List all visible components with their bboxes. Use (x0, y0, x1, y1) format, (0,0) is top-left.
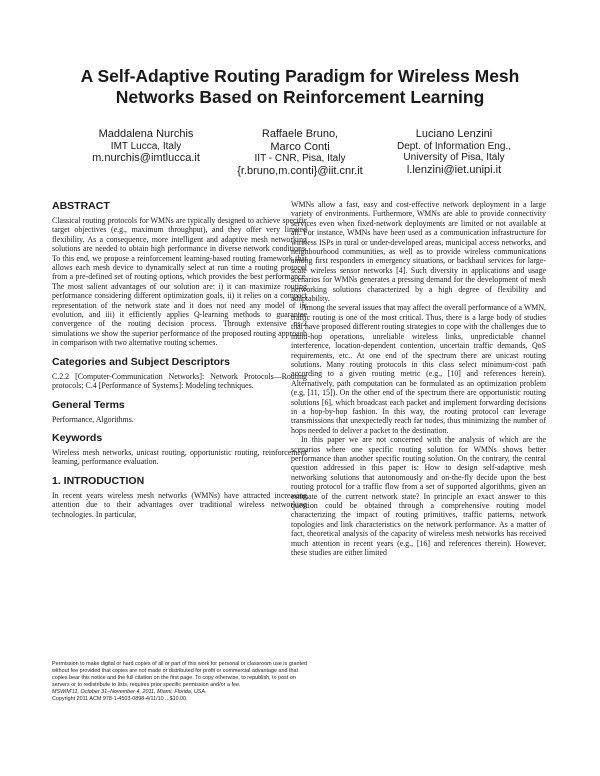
conference-info: MSWiM'11, October 31–November 4, 2011, Miami, Florida, USA. (52, 689, 207, 695)
introduction-heading: 1. INTRODUCTION (52, 474, 145, 487)
paper-title-line1: A Self-Adaptive Routing Paradigm for Wireless Mesh (80, 66, 520, 86)
abstract-heading: ABSTRACT (52, 200, 110, 212)
author-name-2: Marco Conti (270, 140, 330, 153)
body-paragraph-3: In this paper we are not concerned with the analysis of which are the scenarios where one specific routing solution for WMNs shows better performance than another specific routing solution. On the contrary, the central question addressed in this paper is: How to design self-adaptive mesh networking solutions that autonomously and on-the-fly decide upon the best routing protocol for a traffic flow from a set of supported algorithms, given an estimate of the current network state? In principle an exact answer to this question could be obtained through a comprehensive routing model characterizing the impact of routing primitives, traffic patterns, network topologies and link characteristics on the network performance. As a matter of fact, theoretical analysis of the capacity of wireless mesh networks has received much attention in recent years (e.g., [16] and references therein). However, these studies are either limited (291, 435, 546, 558)
author-lenzini (364, 128, 544, 176)
author-affiliation: Dept. of Information Eng., (397, 140, 511, 152)
keywords-heading: Keywords (52, 431, 103, 444)
body-paragraph-1: WMNs allow a fast, easy and cost-effective network deployment in a large variety of environments. Furthermore, WMNs are able to provide connectivity services even when fixed-network deployments are limited or not available at all. For instance, WMNs have been used as a communication infrastructure for wireless ISPs in rural or under-developed areas, municipal access networks, and neighbourhood communities, as well as to provide wireless communications among first responders in emergency situations, or backhaul services for large-scale wireless sensor networks [4]. Such diversity in applications and usage scenarios for WMNs generates a pressing demand for the development of mesh networking solutions characterized by a high degree of flexibility and adaptability. (291, 200, 546, 304)
general-terms-text: Performance, Algorithms. (52, 414, 134, 424)
introduction-text: In recent years wireless mesh networks (WMNs) have attracted increasing attention due to their advantages over traditional wireless networking technologies. In particular, (52, 490, 307, 519)
author-affiliation: IMT Lucca, Italy (110, 140, 182, 152)
author-block (0, 128, 600, 188)
author-email: {r.bruno,m.conti}@iit.cnr.it (237, 164, 363, 177)
author-email: l.lenzini@iet.unipi.it (406, 163, 502, 176)
paper-title-line2: Networks Based on Reinforcement Learning (115, 87, 485, 107)
author-affiliation: IIT - CNR, Pisa, Italy (254, 153, 346, 164)
author-nurchis (56, 128, 236, 165)
categories-text: C.2.2 [Computer-Communication Networks]: Network Protocols—Routing protocols; C.4 [Performance of Systems]: Modeling techniques. (52, 371, 307, 391)
body-paragraph-2: Among the several issues that may affect the overall performance of a WMN, traffic routing is one of the most critical. Thus, there is a large body of studies that have proposed different routing strategies to cope with the challenges due to multi-hop operations, unreliable wireless links, unpredictable channel interference, location-dependent contention, uncertain traffic demands, QoS requirements, etc.. At one end of the spectrum there are unicast routing solutions. Many routing protocols in this class select minimum-cost path according to a given routing metric (e.g., [10] and references herein). Alternatively, path computation can be formulated as an optimization problem (e.g, [11, 15]). On the other end of the spectrum there are opportunistic routing solutions [6], which broadcast each packet and implement forwarding decisions in a hop-by-hop fashion. In this way, the routing protocol can leverage transmissions that unexpectedly reach far nodes, thus minimizing the number of hops needed to deliver a packet to the destination. (291, 303, 546, 435)
categories-heading: Categories and Subject Descriptors (52, 355, 230, 368)
paper-title (0, 66, 600, 108)
permission-footnote (52, 661, 307, 703)
permission-text: Permission to make digital or hard copies of all or part of this work for personal or classroom use is granted without fee provided that copies are not made or distributed for profit or commercial advantage and that copies bear this notice and the full citation on the first page. To copy otherwise, to republish, to post on servers or to redistribute to lists, requires prior specific permission and/or a fee. (52, 661, 307, 688)
right-column (291, 200, 546, 766)
abstract-text: Classical routing protocols for WMNs are typically designed to achieve specific target objectives (e.g., maximum throughput), and they offer very limited flexibility. As a consequence, more intelligent and adaptive mesh networking solutions are needed to obtain high performance in diverse network conditions. To this end, we propose a reinforcement learning-based routing framework that allows each mesh device to dynamically select at run time a routing protocol from a pre-defined set of routing options, which provides the best performance. The most salient advantages of our solution are: i) it can maximize routing performance considering different optimization goals, ii) it relies on a compact representation of the network state and it does not need any model of its evolution, and iii) it efficiently applies Q-learning methods to guarantee convergence of the routing decision process. Through extensive ns-2 simulations we show the superior performance of the proposed routing approach in comparison with two alternative routing schemes. (52, 216, 307, 348)
author-bruno-conti (210, 128, 390, 177)
author-affiliation-2: University of Pisa, Italy (403, 152, 505, 163)
copyright-line: Copyright 2011 ACM 978-1-4503-0898-4/11/10 ...$10.00. (52, 696, 188, 702)
author-name: Raffaele Bruno, (261, 128, 339, 140)
author-name: Maddalena Nurchis (98, 128, 194, 140)
author-email: m.nurchis@imtlucca.it (92, 152, 200, 164)
keywords-text: Wireless mesh networks, unicast routing, opportunistic routing, reinforcement learning, performance evaluation. (52, 447, 307, 467)
general-terms-heading: General Terms (52, 398, 125, 411)
author-name: Luciano Lenzini (415, 128, 493, 140)
